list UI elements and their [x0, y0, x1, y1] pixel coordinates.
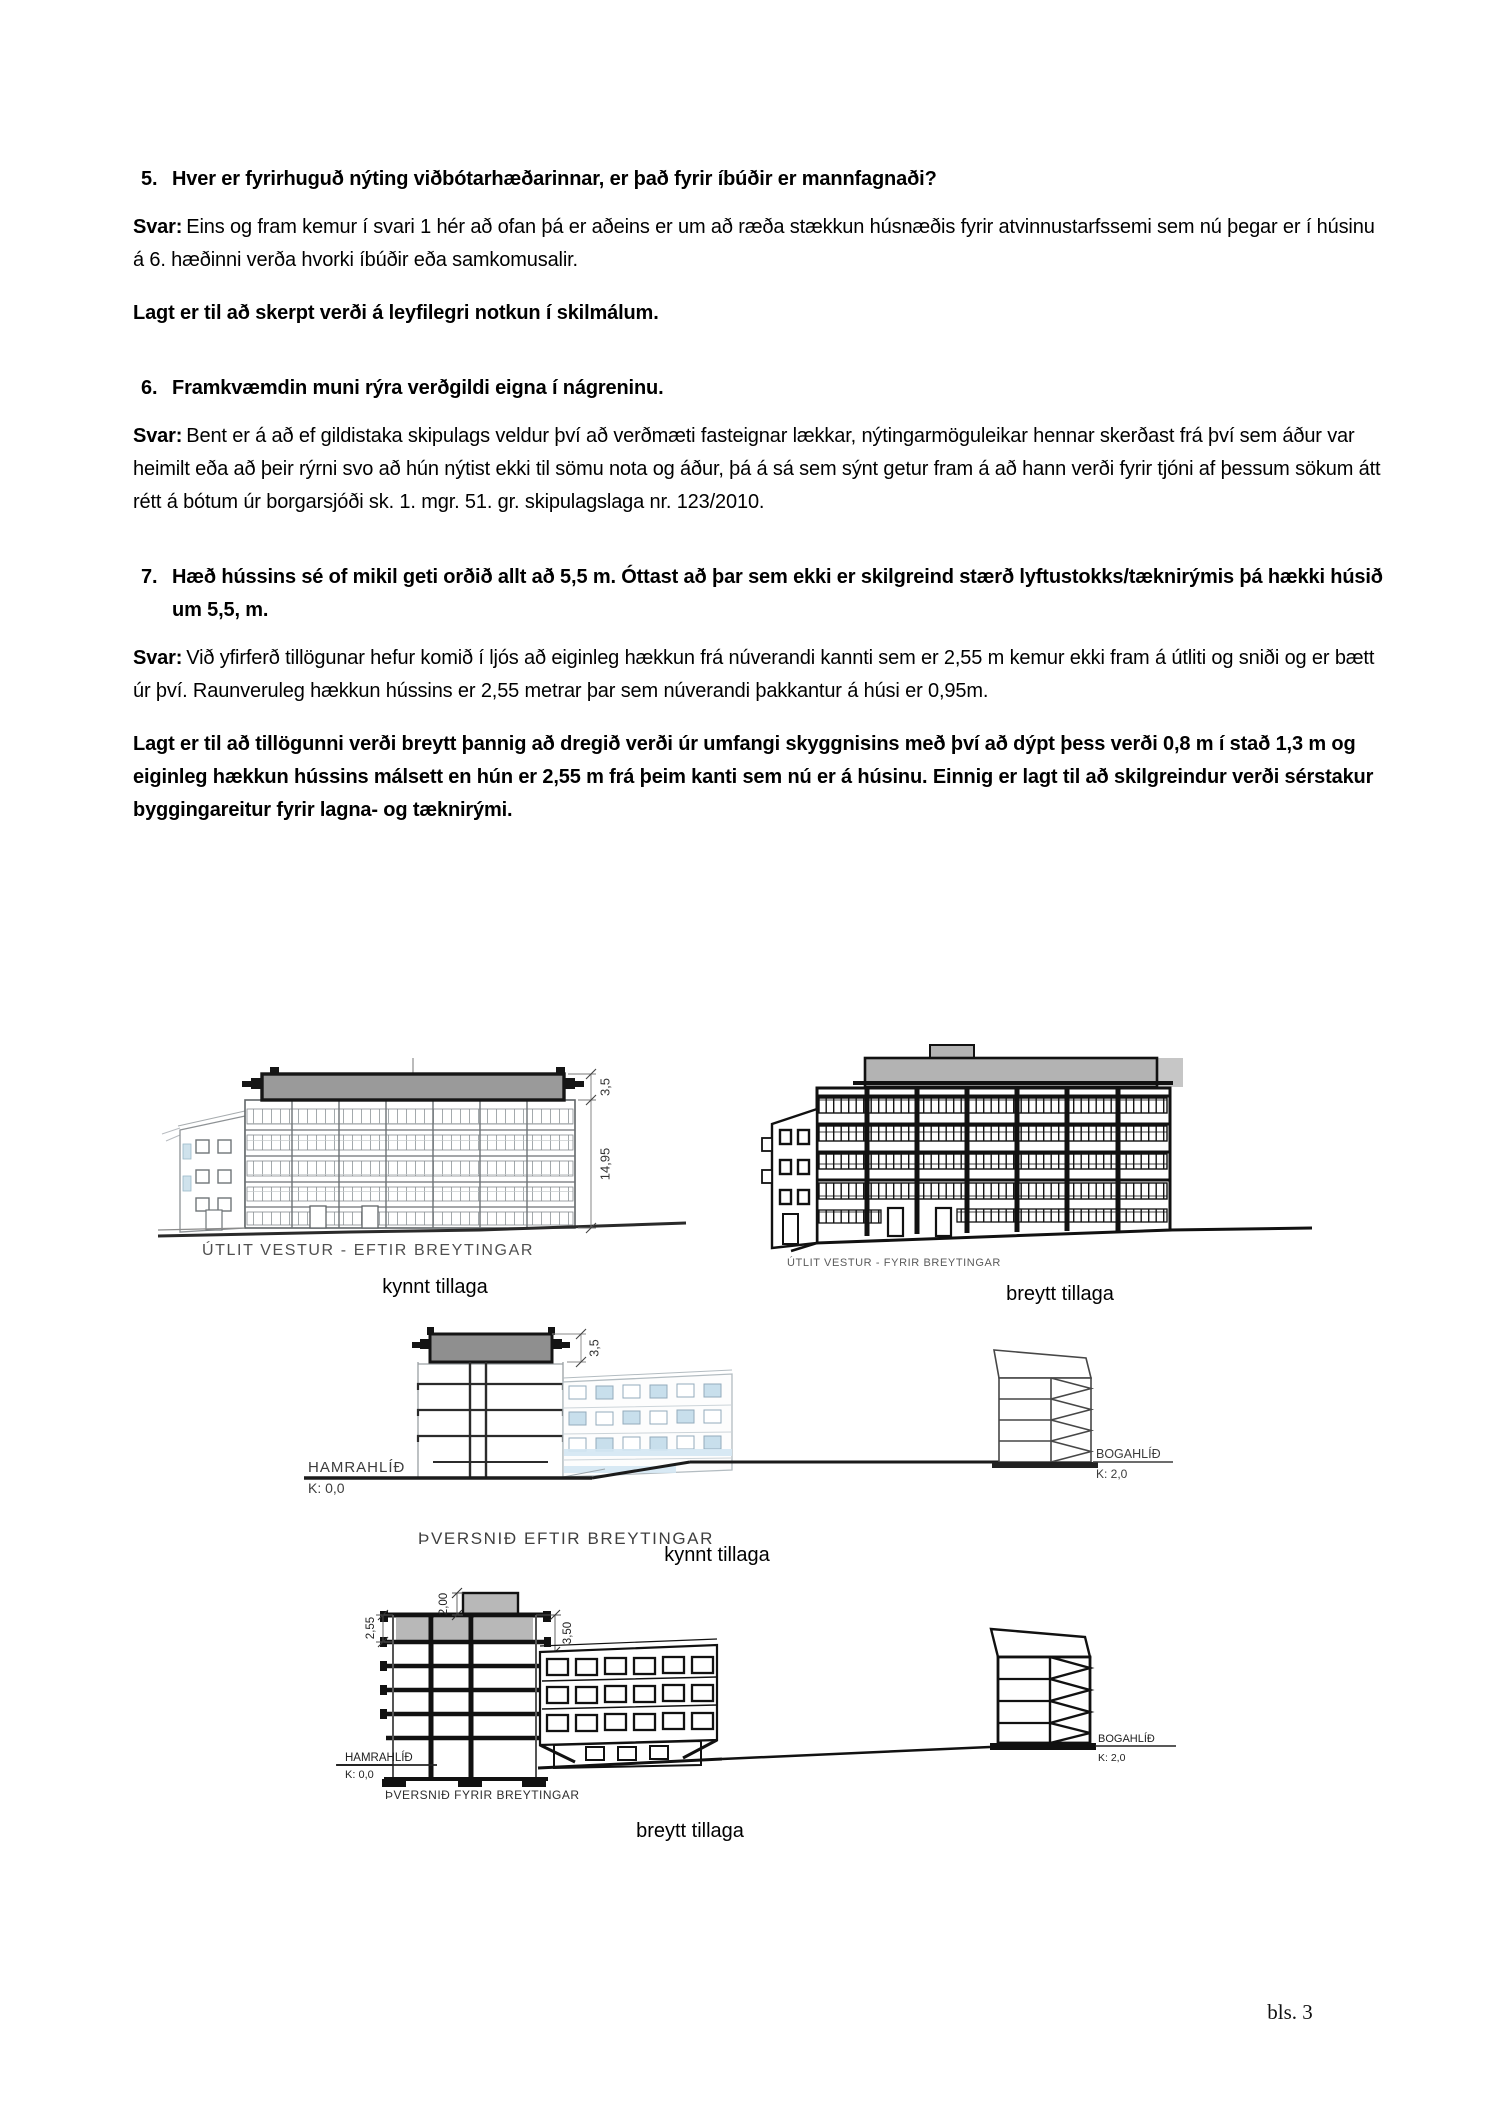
street-right-label: BOGAHLÍÐ: [1098, 1733, 1155, 1745]
section-6-answer: [133, 420, 1383, 519]
dim-left-text: 2,55: [365, 1616, 378, 1640]
section-6: [133, 372, 1383, 519]
adjacent-roofline: [162, 1128, 180, 1141]
page-number: bls. 3: [1267, 2000, 1313, 2024]
ground-line: [722, 1747, 990, 1759]
answer-label: Svar:: [133, 647, 183, 669]
dim-top-text: 2,00: [438, 1592, 451, 1616]
answer-text: Við yfirferð tillögunar hefur komið í ljós að eiginleg hækkun frá núverandi kannti sem er 2,55 m kemur ekki fram á útliti og sniði og er bætt úr því. Raunveruleg hækkun hússins er 2,55 metrar þar sem núverandi þakkantur á húsi er 0,95m.: [133, 647, 1375, 702]
section-number: 5.: [141, 168, 158, 190]
elevation-after-caption: kynnt tillaga: [382, 1276, 488, 1298]
annex-building: [762, 1109, 817, 1248]
section-before-caption: breytt tillaga: [636, 1820, 744, 1842]
answer-label: Svar:: [133, 216, 183, 238]
section-before-label: ÞVERSNIÐ FYRIR BREYTINGAR: [385, 1788, 580, 1802]
elevation-before-caption: breytt tillaga: [1006, 1283, 1114, 1305]
dim-roof-text: 3,5: [587, 1339, 602, 1357]
section-7-answer: [133, 642, 1383, 708]
section-7-heading: [133, 561, 1383, 627]
figure-elevation-before-drawing: [755, 1012, 1325, 1257]
neighbor-building: [538, 1639, 722, 1768]
text-block: [133, 163, 1383, 869]
section-after-label: ÞVERSNIÐ EFTIR BREYTINGAR: [418, 1529, 714, 1548]
section-number: 6.: [141, 377, 158, 399]
figure-section-after-drawing: [300, 1320, 1460, 1505]
section-5-heading: [133, 163, 1383, 196]
street-left-level: K: 0,0: [308, 1480, 345, 1496]
bogahlid-section: [992, 1350, 1098, 1468]
section-5: [133, 163, 1383, 330]
section-5-proposal: Lagt er til að skerpt verði á leyfilegri notkun í skilmálum.: [133, 302, 659, 324]
elevation-after-label: ÚTLIT VESTUR - EFTIR BREYTINGAR: [202, 1242, 534, 1259]
main-facade: [817, 1088, 1170, 1243]
roof-addition: [242, 1058, 584, 1100]
street-right-level: K: 2,0: [1098, 1752, 1126, 1764]
section-5-answer: [133, 211, 1383, 277]
answer-text: Eins og fram kemur í svari 1 hér að ofan þá er aðeins er um að ræða stækkun húsnæðis fyrir atvinnustarfssemi sem nú þegar er í húsinu á 6. hæðinni verða hvorki íbúðir eða samkomusalir.: [133, 216, 1375, 271]
section-title: Hver er fyrirhuguð nýting viðbótarhæðarinnar, er það fyrir íbúðir er mannfagnaði?: [172, 168, 937, 190]
dim-roof-text: 3,5: [597, 1077, 613, 1097]
section-7: [133, 561, 1383, 827]
section-6-heading: [133, 372, 1383, 405]
annex-building: [178, 1111, 245, 1232]
section-number: 7.: [141, 566, 158, 588]
section-building: [412, 1327, 570, 1478]
elevation-before-label: ÚTLIT VESTUR - FYRIR BREYTINGAR: [787, 1257, 1001, 1269]
figure-section-before-drawing: [330, 1575, 1450, 1820]
answer-label: Svar:: [133, 425, 183, 447]
dim-right-text: 3,50: [562, 1621, 575, 1645]
section-title: Framkvæmdin muni rýra verðgildi eigna í nágreninu.: [172, 377, 664, 399]
dim-total-text: 14,95: [597, 1147, 613, 1181]
street-left-label: HAMRAHLÍÐ: [308, 1459, 406, 1476]
street-left-level: K: 0,0: [345, 1769, 374, 1781]
figure-elevation-after-drawing: [150, 1030, 690, 1245]
section-7-proposal: Lagt er til að tillögunni verði breytt þannig að dregið verði úr umfangi skyggnisins með því að dýpt þess verði 0,8 m í stað 1,3 m og eiginleg hækkun hússins málsett en hún er 2,55 m frá þeim kanti sem nú er á húsinu. Einnig er lagt til að skilgreindur verði sérstakur byggingareitur fyrir lagna- og tæknirými.: [133, 733, 1374, 821]
section-after-caption: kynnt tillaga: [664, 1544, 770, 1566]
street-right-label: BOGAHLÍÐ: [1096, 1447, 1161, 1461]
street-left-label: HAMRAHLÍÐ: [345, 1752, 413, 1764]
bogahlid-section: [990, 1629, 1096, 1750]
section-title: Hæð hússins sé of mikil geti orðið allt að 5,5 m. Óttast að þar sem ekki er skilgreind stærð lyftustokks/tæknirýmis þá hækki húsið um 5,5, m.: [172, 566, 1383, 621]
answer-text: Bent er á að ef gildistaka skipulags veldur því að verðmæti fasteignar lækkar, nýtingarmöguleikar hennar skerðast frá því sem áður var heimilt eða að þeir rýrni svo að hún nýtist ekki til sömu nota og áður, þá á sá sem sýnt getur fram á að hann verði fyrir tjóni af þessum sökum átt rétt á bótum úr borgarsjóði sk. 1. mgr. 51. gr. skipulagslaga nr. 123/2010.: [133, 425, 1381, 513]
roof-addition: [853, 1045, 1183, 1087]
street-right-level: K: 2,0: [1096, 1467, 1128, 1481]
main-facade: [245, 1100, 575, 1228]
